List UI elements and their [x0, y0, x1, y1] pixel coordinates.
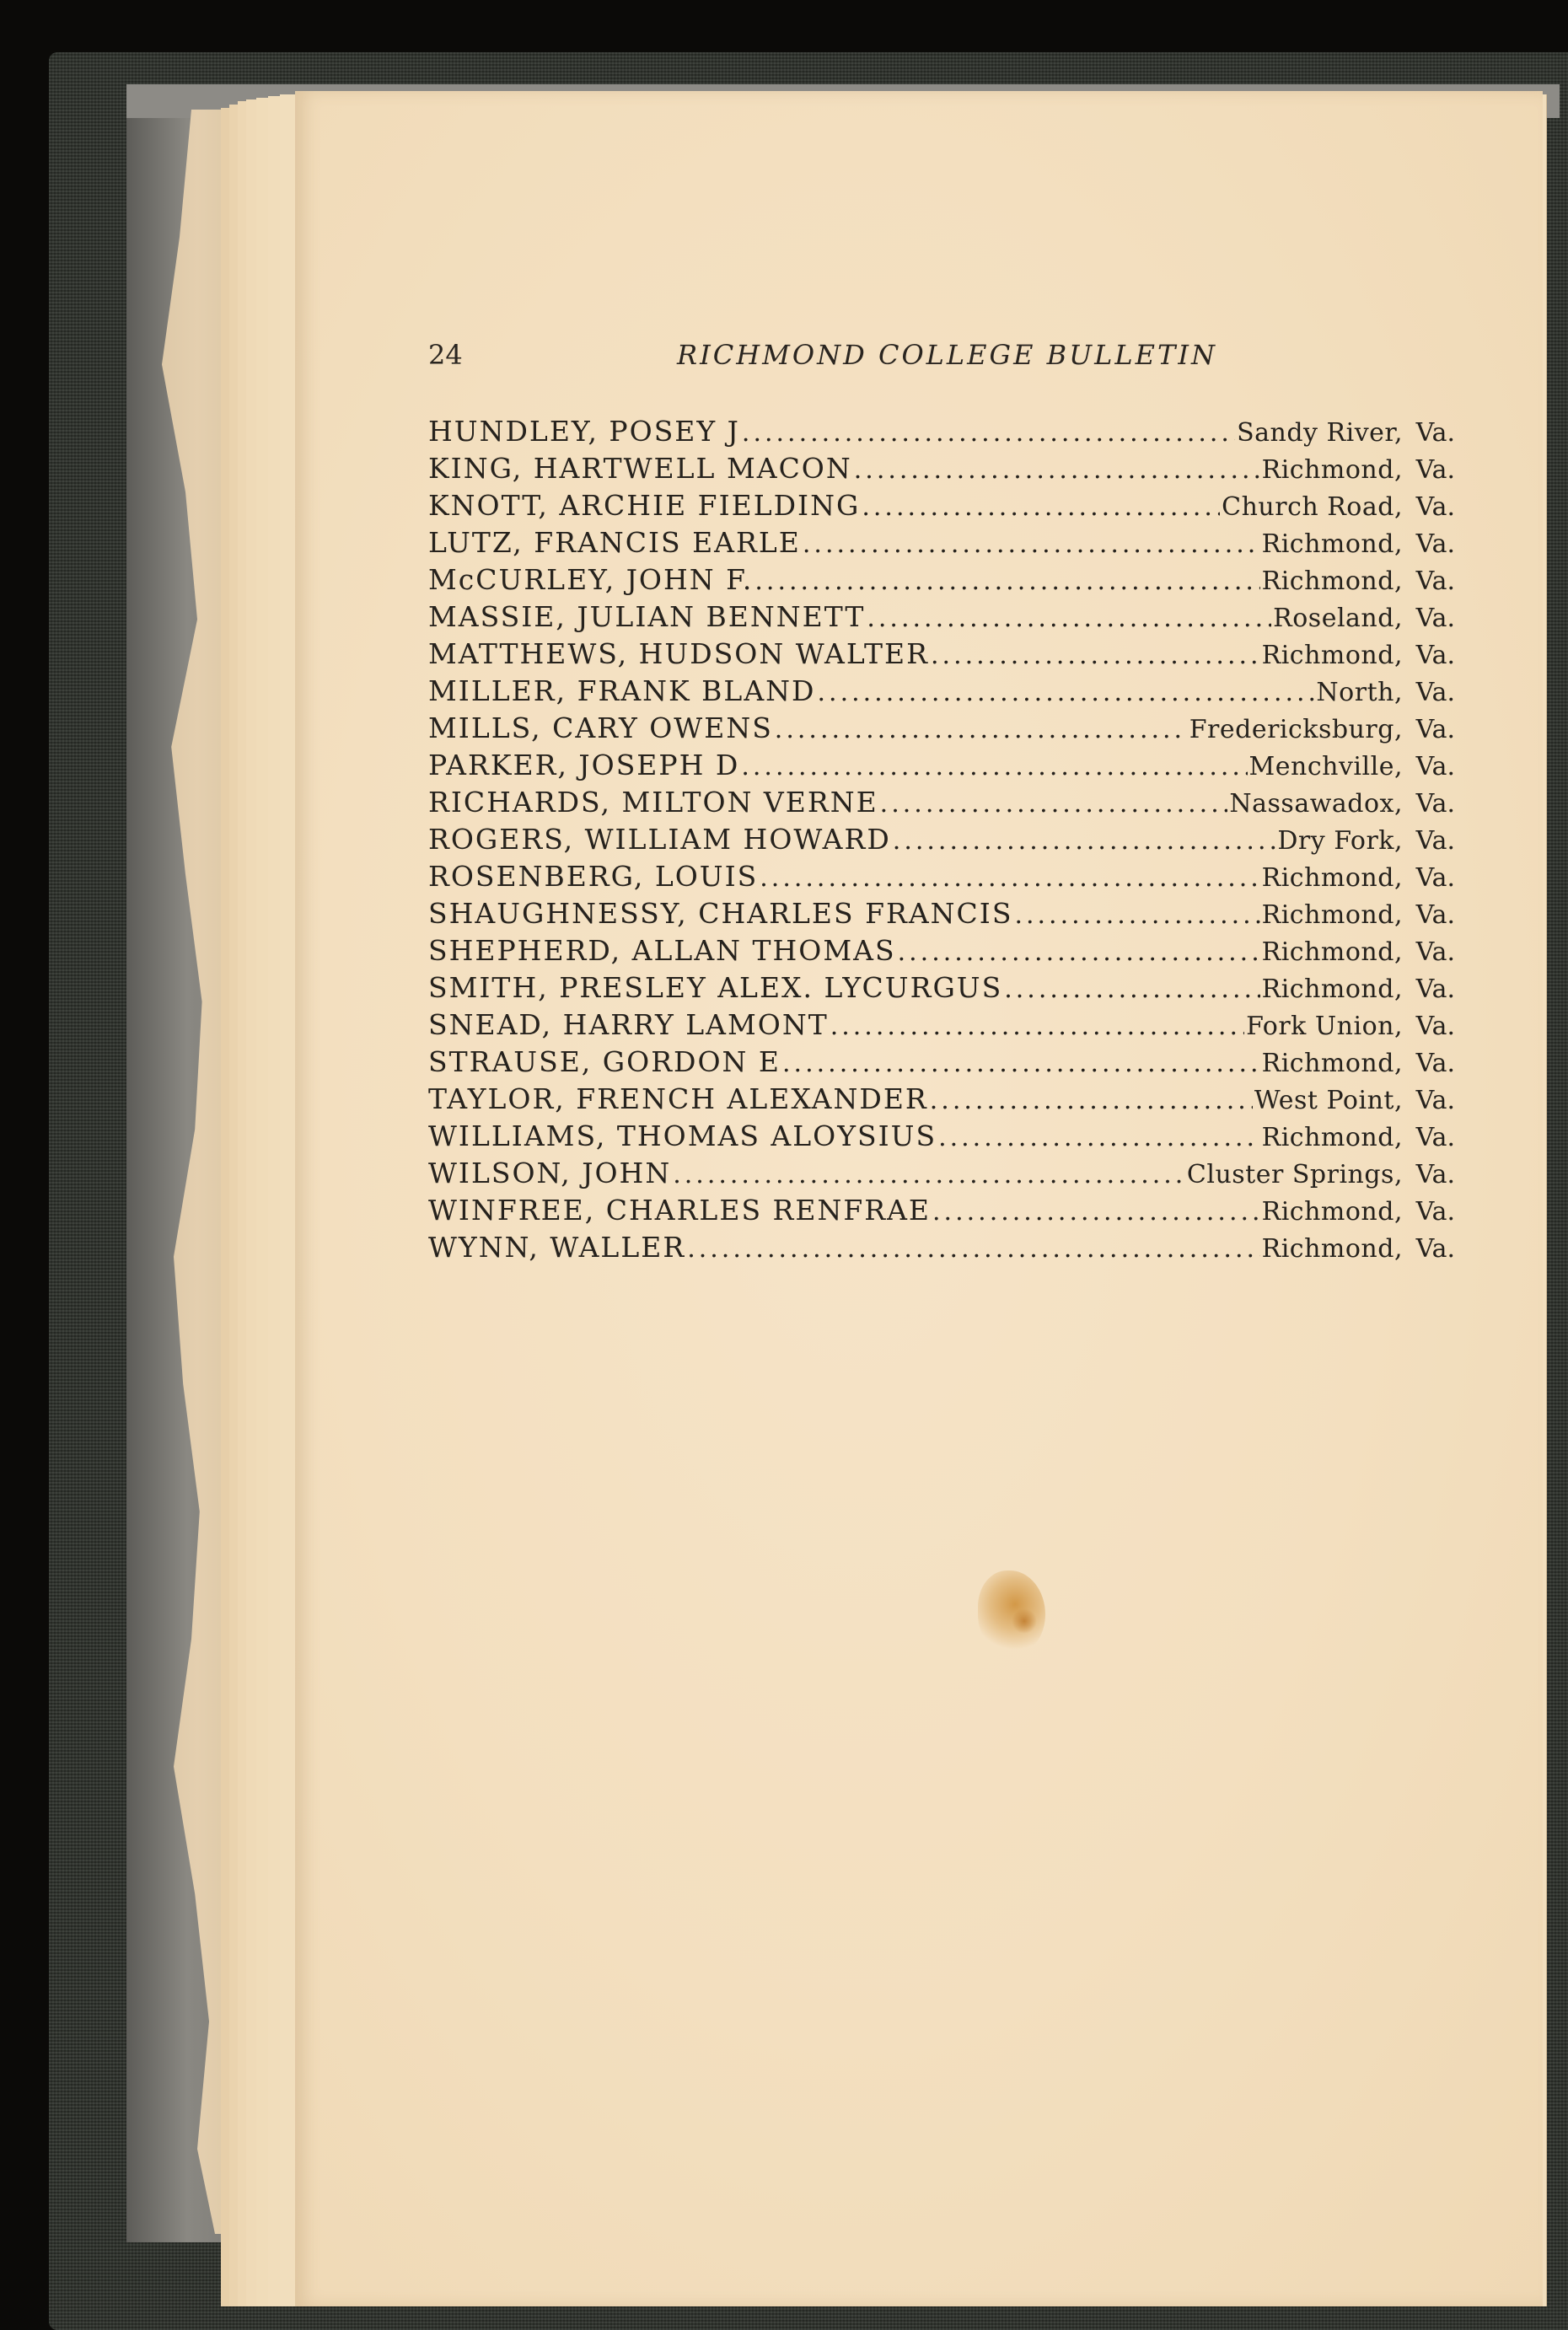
student-name: WILLIAMS, THOMAS ALOYSIUS: [428, 1119, 937, 1152]
student-name: SNEAD, HARRY LAMONT: [428, 1008, 829, 1041]
hometown: Nassawadox,: [1229, 789, 1403, 819]
roster-entry: [428, 1081, 1455, 1118]
student-name: STRAUSE, GORDON E: [428, 1045, 781, 1078]
student-name: MILLER, FRANK BLAND: [428, 674, 816, 707]
student-name: WILSON, JOHN: [428, 1157, 672, 1189]
hometown: Richmond,: [1261, 863, 1403, 893]
dot-leader: [775, 711, 1188, 749]
hometown: Richmond,: [1261, 529, 1403, 559]
student-name: ROSENBERG, LOUIS: [428, 860, 759, 893]
hometown: Roseland,: [1273, 604, 1403, 633]
dot-leader: [830, 1008, 1244, 1045]
hometown: Richmond,: [1261, 1234, 1403, 1264]
state-abbrev: Va.: [1415, 1197, 1455, 1227]
student-name: MATTHEWS, HUDSON WALTER: [428, 637, 929, 670]
state-abbrev: Va.: [1415, 937, 1455, 967]
student-name: KNOTT, ARCHIE FIELDING: [428, 489, 861, 522]
hometown: West Point,: [1254, 1086, 1403, 1115]
state-abbrev: Va.: [1415, 900, 1455, 930]
dot-leader: [880, 786, 1228, 823]
state-abbrev: Va.: [1415, 641, 1455, 670]
hometown: Fredericksburg,: [1189, 715, 1403, 744]
roster-entry: [428, 1044, 1455, 1081]
state-abbrev: Va.: [1415, 566, 1455, 596]
dot-leader: [931, 637, 1260, 674]
roster-entry: [428, 450, 1455, 487]
roster-entry: [428, 747, 1455, 784]
running-head: [428, 339, 1457, 381]
student-name: MILLS, CARY OWENS: [428, 711, 773, 744]
roster-entry: [428, 710, 1455, 747]
hometown: Richmond,: [1261, 641, 1403, 670]
dot-leader: [1004, 971, 1259, 1008]
hometown: Richmond,: [1261, 566, 1403, 596]
student-name: KING, HARTWELL MACON: [428, 452, 852, 485]
student-name: RICHARDS, MILTON VERNE: [428, 786, 878, 819]
roster-entry: [428, 673, 1455, 710]
dot-leader: [803, 526, 1260, 563]
student-name: ROGERS, WILLIAM HOWARD: [428, 823, 891, 856]
state-abbrev: Va.: [1415, 1160, 1455, 1189]
dot-leader: [673, 1157, 1185, 1194]
roster-entry: [428, 1192, 1455, 1229]
dot-leader: [854, 452, 1260, 489]
dot-leader: [867, 600, 1271, 637]
dot-leader: [742, 415, 1235, 452]
hometown: Menchville,: [1248, 752, 1403, 781]
dot-leader: [1014, 897, 1259, 934]
dot-leader: [760, 860, 1259, 897]
dot-leader: [754, 563, 1259, 600]
student-name: SHEPHERD, ALLAN THOMAS: [428, 934, 896, 967]
state-abbrev: Va.: [1415, 1086, 1455, 1115]
state-abbrev: Va.: [1415, 1049, 1455, 1078]
roster-entry: [428, 858, 1455, 895]
student-name: SMITH, PRESLEY ALEX. LYCURGUS: [428, 971, 1003, 1004]
roster-entry: [428, 1118, 1455, 1155]
roster-entry: [428, 524, 1455, 561]
dot-leader: [898, 934, 1260, 971]
dot-leader: [782, 1045, 1260, 1082]
foxing-stain: [978, 1570, 1045, 1655]
student-name: LUTZ, FRANCIS EARLE: [428, 526, 801, 559]
hometown: Fork Union,: [1246, 1012, 1403, 1041]
roster-entry: [428, 636, 1455, 673]
state-abbrev: Va.: [1415, 863, 1455, 893]
dot-leader: [687, 1231, 1259, 1268]
state-abbrev: Va.: [1415, 826, 1455, 856]
dot-leader: [932, 1194, 1260, 1231]
state-abbrev: Va.: [1415, 752, 1455, 781]
hometown: Cluster Springs,: [1186, 1160, 1403, 1189]
hometown: Dry Fork,: [1277, 826, 1403, 856]
hometown: Richmond,: [1261, 974, 1403, 1004]
hometown: Richmond,: [1261, 1123, 1403, 1152]
roster-entry: [428, 932, 1455, 969]
hometown: Church Road,: [1222, 492, 1403, 522]
state-abbrev: Va.: [1415, 1123, 1455, 1152]
roster-entry: [428, 1155, 1455, 1192]
hometown: Richmond,: [1261, 900, 1403, 930]
dot-leader: [818, 674, 1315, 711]
student-name: SHAUGHNESSY, CHARLES FRANCIS: [428, 897, 1013, 930]
hometown: North,: [1316, 678, 1403, 707]
bulletin-title: RICHMOND COLLEGE BULLETIN: [677, 339, 1217, 371]
state-abbrev: Va.: [1415, 789, 1455, 819]
dot-leader: [862, 489, 1220, 526]
dot-leader: [930, 1082, 1253, 1119]
page-number: 24: [428, 339, 463, 371]
state-abbrev: Va.: [1415, 678, 1455, 707]
roster-entry: [428, 821, 1455, 858]
hometown: Richmond,: [1261, 1197, 1403, 1227]
roster-entry: [428, 1007, 1455, 1044]
student-name: HUNDLEY, POSEY J: [428, 415, 740, 448]
hometown: Richmond,: [1261, 1049, 1403, 1078]
hometown: Richmond,: [1261, 455, 1403, 485]
student-name: TAYLOR, FRENCH ALEXANDER: [428, 1082, 928, 1115]
roster-entry: [428, 413, 1455, 450]
student-name: WINFREE, CHARLES RENFRAE: [428, 1194, 932, 1227]
roster-entry: [428, 895, 1455, 932]
student-name: MASSIE, JULIAN BENNETT: [428, 600, 866, 633]
state-abbrev: Va.: [1415, 1234, 1455, 1264]
state-abbrev: Va.: [1415, 974, 1455, 1004]
hometown: Richmond,: [1261, 937, 1403, 967]
foxing-stain: [1012, 1608, 1037, 1634]
roster-entry: [428, 561, 1455, 599]
state-abbrev: Va.: [1415, 604, 1455, 633]
roster-entry: [428, 784, 1455, 821]
state-abbrev: Va.: [1415, 529, 1455, 559]
student-name: McCURLEY, JOHN F.: [428, 563, 754, 596]
dot-leader: [938, 1119, 1260, 1157]
student-roster: [428, 413, 1455, 1266]
roster-entry: [428, 599, 1455, 636]
state-abbrev: Va.: [1415, 492, 1455, 522]
dot-leader: [741, 749, 1247, 786]
state-abbrev: Va.: [1415, 455, 1455, 485]
student-name: PARKER, JOSEPH D: [428, 749, 740, 781]
roster-entry: [428, 1229, 1455, 1266]
state-abbrev: Va.: [1415, 715, 1455, 744]
roster-entry: [428, 487, 1455, 524]
state-abbrev: Va.: [1415, 1012, 1455, 1041]
roster-entry: [428, 969, 1455, 1007]
dot-leader: [893, 823, 1276, 860]
state-abbrev: Va.: [1415, 418, 1455, 448]
student-name: WYNN, WALLER: [428, 1231, 686, 1264]
hometown: Sandy River,: [1237, 418, 1403, 448]
